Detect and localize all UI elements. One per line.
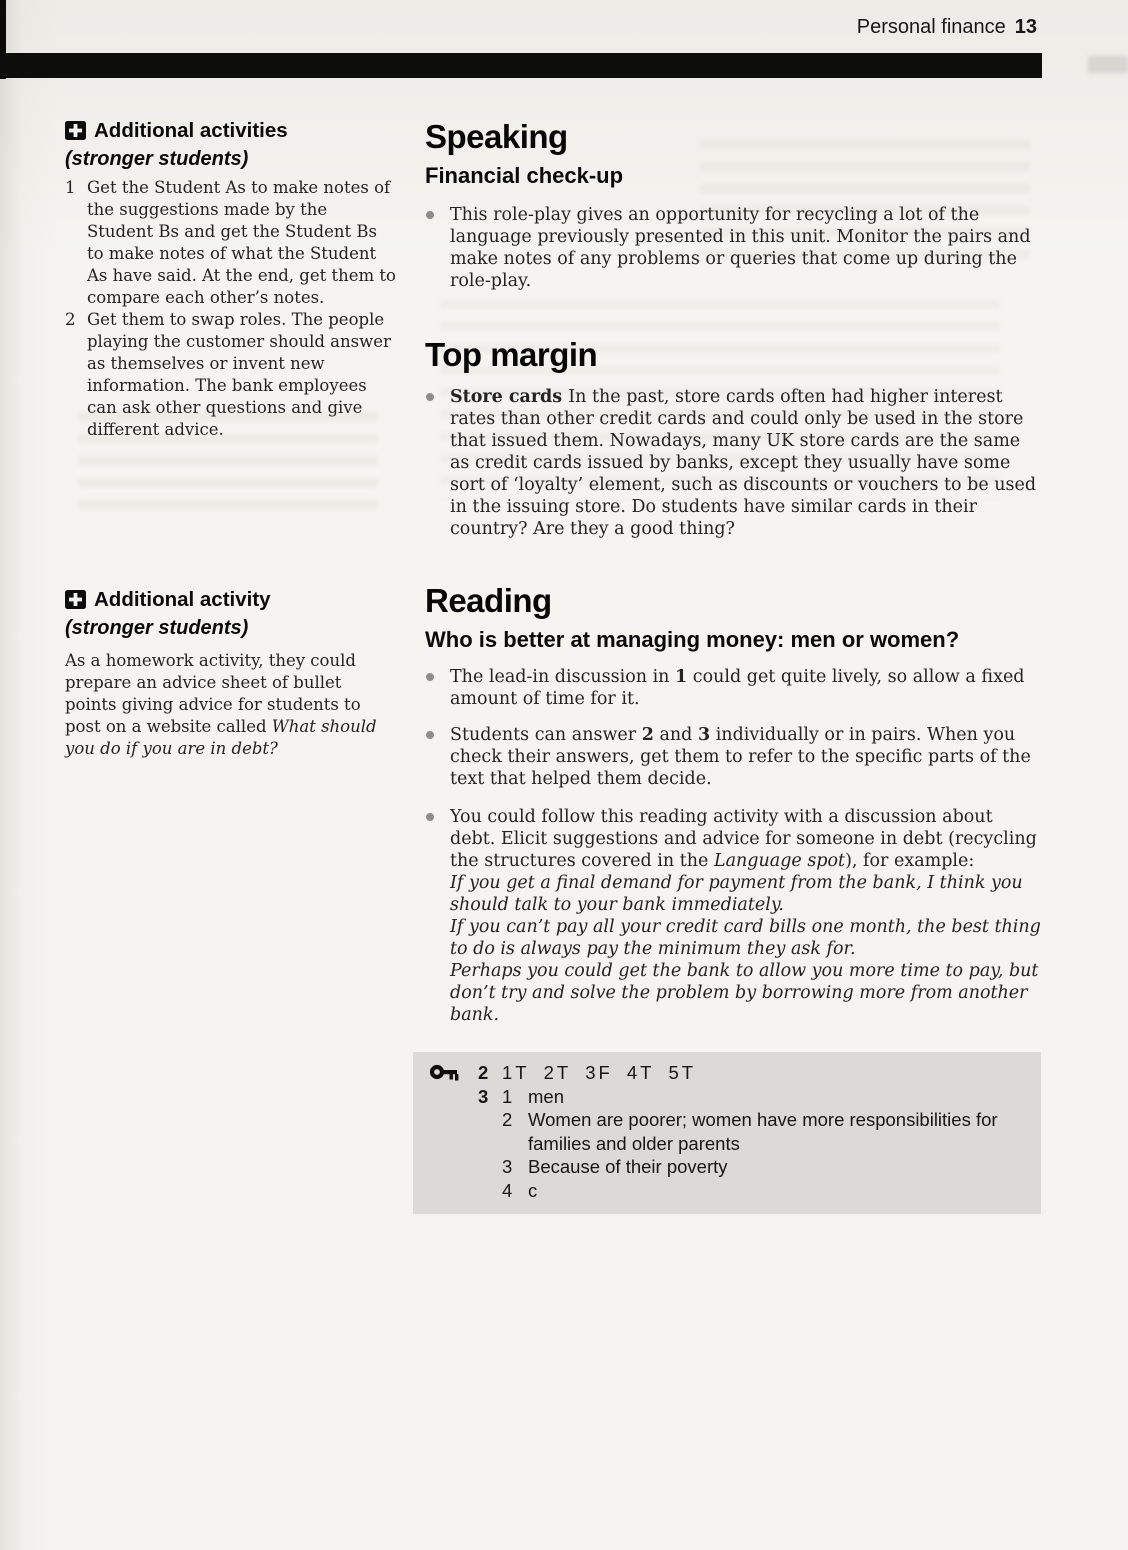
subitem-number: 2 xyxy=(502,1109,513,1130)
answer-pair xyxy=(627,1062,652,1083)
subitem-text: Because of their poverty xyxy=(528,1156,728,1177)
numbered-list xyxy=(65,177,397,441)
answer-subitem xyxy=(502,1108,1027,1155)
answer-row-number: 3 xyxy=(478,1085,489,1107)
question-number: 5 xyxy=(668,1062,679,1083)
plus-icon xyxy=(65,121,86,147)
sidebar-section-title xyxy=(65,118,397,147)
answer-row-3 xyxy=(478,1085,1027,1203)
answer-row-2 xyxy=(478,1061,1027,1085)
answer-value: T xyxy=(640,1062,652,1083)
list-item xyxy=(65,309,397,441)
answer-pair xyxy=(585,1062,610,1083)
question-number: 3 xyxy=(585,1062,596,1083)
bullet-item: This role-play gives an opportunity for recycling a lot of the language previously presented in this unit. Monitor the pairs and make notes of any problems or queries that come up during the role-play. xyxy=(425,204,1041,292)
page-header xyxy=(0,16,1037,39)
bullet-item: You could follow this reading activity with a discussion about debt. Elicit suggestions and advice for someone in debt (recycling the structures covered in the Language spot), for example: If you get a final demand for payment from the bank, I think you should talk to your bank immediately. If you can’t pay all your credit card bills one month, the best thing to do is always pay the minimum they ask for. Perhaps you could get the bank to allow you more time to pay, but don’t try and solve the problem by borrowing more from another bank. xyxy=(425,806,1041,1026)
sidebar-section-title xyxy=(65,587,397,616)
top-margin-section xyxy=(425,336,1041,540)
sidebar-section-title-text: Additional activity xyxy=(94,588,271,611)
scan-smudge xyxy=(1088,56,1128,73)
section-heading: Top margin xyxy=(425,336,598,373)
answer-key-rows xyxy=(478,1061,1027,1202)
main-column xyxy=(425,118,1041,1214)
section-subheading: Financial check-up xyxy=(425,163,624,188)
list-item xyxy=(65,177,397,309)
sidebar-column xyxy=(65,118,397,1214)
item-number: 1 xyxy=(65,178,76,197)
sidebar-body-text: As a homework activity, they could prepare an advice sheet of bullet points giving advice for students to post on a website called What should you do if you are in debt? xyxy=(65,651,377,758)
sidebar-section-subtitle: (stronger students) xyxy=(65,148,249,170)
reading-section xyxy=(425,582,1041,1026)
sidebar-section-title-text: Additional activities xyxy=(94,119,288,142)
section-divider-bar xyxy=(0,53,1042,78)
subitem-number: 1 xyxy=(502,1085,513,1107)
section-heading: Speaking xyxy=(425,118,568,155)
question-number: 1 xyxy=(502,1062,513,1083)
section-subheading: Who is better at managing money: men or women? xyxy=(425,627,960,652)
answer-value: T xyxy=(556,1062,569,1083)
item-text: Get them to swap roles. The people playing the customer should answer as themselves or invent new information. The bank employees can ask other questions and give different advice. xyxy=(87,310,391,439)
answer-value: T xyxy=(515,1062,527,1083)
answer-value: F xyxy=(598,1062,610,1083)
answer-pair xyxy=(502,1062,527,1083)
bullet-item: Store cards In the past, store cards often had higher interest rates than other credit cards and could only be used in the store that issued them. Nowadays, many UK store cards are the same as credit cards issued by banks, except they usually have some sort of ‘loyalty’ element, such as discounts or vouchers to be used in the issuing store. Do students have similar cards in their country? Are they a good thing? xyxy=(425,386,1041,540)
subitem-text: men xyxy=(528,1085,564,1107)
speaking-section xyxy=(425,118,1041,292)
subitem-number: 3 xyxy=(502,1156,513,1177)
question-number: 4 xyxy=(626,1062,638,1083)
answer-subitem xyxy=(502,1085,1027,1109)
answer-sublist xyxy=(502,1085,1027,1203)
key-icon xyxy=(430,1064,462,1087)
answer-value: T xyxy=(681,1062,694,1083)
subitem-number: 4 xyxy=(502,1179,513,1201)
section-heading: Reading xyxy=(425,582,552,619)
answer-subitem xyxy=(502,1155,1027,1179)
sidebar-section-additional-activity xyxy=(65,587,397,760)
content-columns xyxy=(65,118,1041,1214)
true-false-answers xyxy=(502,1061,710,1085)
question-number: 2 xyxy=(543,1062,554,1083)
answer-subitem xyxy=(502,1179,1027,1203)
sidebar-section-subtitle: (stronger students) xyxy=(65,617,249,639)
answer-row-number: 2 xyxy=(478,1062,489,1083)
answer-pair xyxy=(668,1062,693,1083)
bullet-item: Students can answer 2 and 3 individually or in pairs. When you check their answers, get them to refer to the specific parts of the text that helped them decide. xyxy=(425,724,1041,790)
item-number: 2 xyxy=(65,310,76,329)
section-title: Personal finance xyxy=(856,16,1006,38)
subitem-text: c xyxy=(528,1179,538,1201)
item-text: Get the Student As to make notes of the suggestions made by the Student Bs and get the Student Bs to make notes of what the Student As have said. At the end, get them to compare each other’s notes. xyxy=(87,178,396,307)
sidebar-section-additional-activities xyxy=(65,118,397,441)
page-number: 13 xyxy=(1014,16,1037,38)
answer-key-box xyxy=(413,1052,1041,1214)
answer-pair xyxy=(544,1062,569,1083)
subitem-text: Women are poorer; women have more responsibilities for families and older parents xyxy=(528,1109,998,1154)
bullet-item: The lead-in discussion in 1 could get quite lively, so allow a fixed amount of time for it. xyxy=(425,666,1041,710)
plus-icon xyxy=(65,590,86,616)
